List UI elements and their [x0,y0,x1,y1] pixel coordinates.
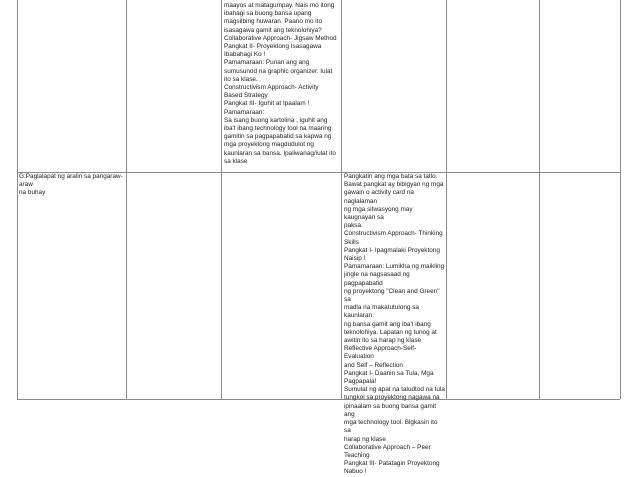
table-cell-row1-col3: maayos at matagumpay. Nais mo itong ibahagi sa buong bansa upang magsilbing huwaran. Paano mo ito isasagawa gamit ang teknolohiya? Collaborative Approach- Jigsaw Method Pangkat II- Proyektong Isasagawa Ibabahagi Ko ! Pamamaraan: Punan ang ang sumusunod na graphic organizer. Iulat ito sa klase. Constructivism Approach- Activity Based Strategy Pangkat III- Iguhit at Ipaalam ! Pamamaraan: Sa isang buong kartolina , iguhit ang iba't ibang technology tool na maaring gamitin sa pagpapabatid sa kapwa ng mga proyektong magdudulot ng kaunlaran sa bansa. Ipaliwanag/iulat ito sa klase [224,2,337,165]
column-border [126,0,127,399]
table-cell-row2-col4: Pangkatin ang mga bata sa tatlo. Bawat pangkat ay bibigyan ng mga gawain o activity card na naglalaman ng mga sitwasyong may kaugnayan sa paksa. Constructivism Approach- Thinking Skills Pangkat I- Ipagmalaki Proyektong Naisip ! Pamamaraan: Lumikha ng maikling jingle na nagsasaad ng pagpapabatid ng proyektong "Clean and Green" sa madla na makatutulong sa kaunlaran ng bansa gamit ang iba't ibang teknolohiya. Lapatan ng tunog at awitin ito sa harap ng klase Reflective Approach-Self- Evaluation and Self – Reflection Pangkat I- Daanin sa Tula, Mga Pagpapala! Sumulat ng apat na taludtod na tula tungkol sa proyektong nagawa na ipinaalam sa buong bansa gamit ang mga technology tool. Bigkasin ito sa harap ng klase Collaborative Approach – Peer Teaching Pangkat III- Patatagin Proyektong Nabuo ! [344,173,445,476]
column-border [620,0,621,399]
column-border [539,0,540,399]
column-border [221,0,222,399]
column-border [17,0,18,399]
table-cell-row2-col1: G.Paglalapat ng aralin sa pangaraw-araw na buhay [19,173,123,197]
row-border [17,399,620,400]
column-border [446,0,447,399]
column-border [341,0,342,399]
